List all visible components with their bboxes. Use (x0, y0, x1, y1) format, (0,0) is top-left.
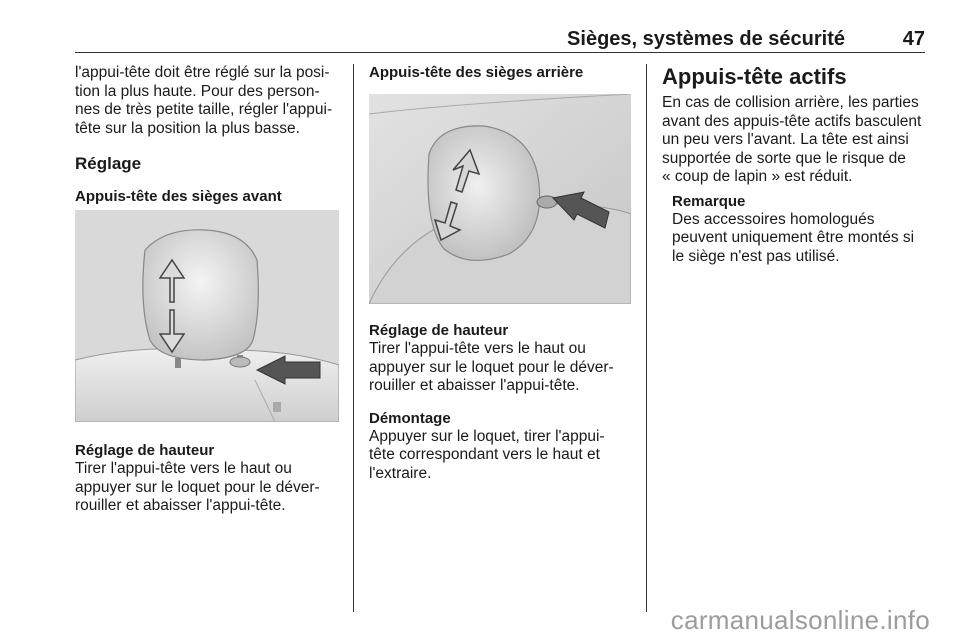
rear-caption (369, 322, 635, 483)
rear-headrest-illustration (369, 94, 631, 304)
front-caption (75, 442, 341, 516)
intro-line: tion la plus haute. Pour des person- (75, 82, 320, 100)
body-line: avant des appuis-tête actifs basculent (662, 112, 922, 130)
note-block (662, 193, 928, 267)
caption-line: rouiller et abaisser l'appui-tête. (369, 377, 580, 394)
caption-line: Tirer l'appui-tête vers le haut ou (369, 340, 586, 357)
section-title: Appuis-tête actifs (662, 64, 847, 89)
intro-line: nes de très petite taille, régler l'appui- (75, 101, 333, 118)
subsection-title: Appuis-tête des sièges avant (75, 188, 282, 205)
caption-line: Tirer l'appui-tête vers le haut ou (75, 460, 292, 477)
column-1 (75, 64, 341, 206)
removal-title: Démontage (369, 409, 451, 427)
caption-line: rouiller et abaisser l'appui-tête. (75, 497, 286, 514)
section-title: Réglage (75, 154, 142, 173)
rear-headrest-figure (369, 94, 631, 304)
caption-line: appuyer sur le loquet pour le déver- (75, 478, 320, 496)
page-number: 47 (902, 28, 925, 50)
body-line: supportée de sorte que le risque de (662, 149, 906, 167)
column-3 (662, 64, 928, 266)
column-divider (353, 64, 354, 612)
body-line: En cas de collision arrière, les parties (662, 94, 919, 111)
note-line: peuvent uniquement être montés si (672, 229, 915, 246)
note-title: Remarque (672, 192, 746, 210)
subsection-title: Appuis-tête des sièges arrière (369, 64, 584, 81)
intro-line: tête sur la position la plus basse. (75, 119, 300, 137)
removal-line: tête correspondant vers le haut et (369, 446, 600, 463)
caption-title: Réglage de hauteur (75, 442, 215, 459)
watermark: carmanualsonline.info (670, 605, 930, 635)
page-title: Sièges, systèmes de sécurité (567, 28, 845, 50)
body-line: un peu vers l'avant. La tête est ainsi (662, 131, 909, 148)
removal-line: Appuyer sur le loquet, tirer l'appui- (369, 427, 605, 445)
body-line: « coup de lapin » est réduit. (662, 168, 853, 185)
page-header (75, 26, 925, 53)
caption-title: Réglage de hauteur (369, 322, 509, 339)
caption-line: appuyer sur le loquet pour le déver- (369, 358, 614, 376)
front-headrest-illustration (75, 210, 339, 422)
column-divider (646, 64, 647, 612)
front-headrest-figure (75, 210, 339, 422)
note-line: Des accessoires homologués (672, 210, 875, 228)
intro-line: l'appui-tête doit être réglé sur la posi- (75, 64, 330, 81)
removal-line: l'extraire. (369, 464, 432, 482)
note-line: le siège n'est pas utilisé. (672, 247, 840, 265)
column-2 (369, 64, 633, 82)
